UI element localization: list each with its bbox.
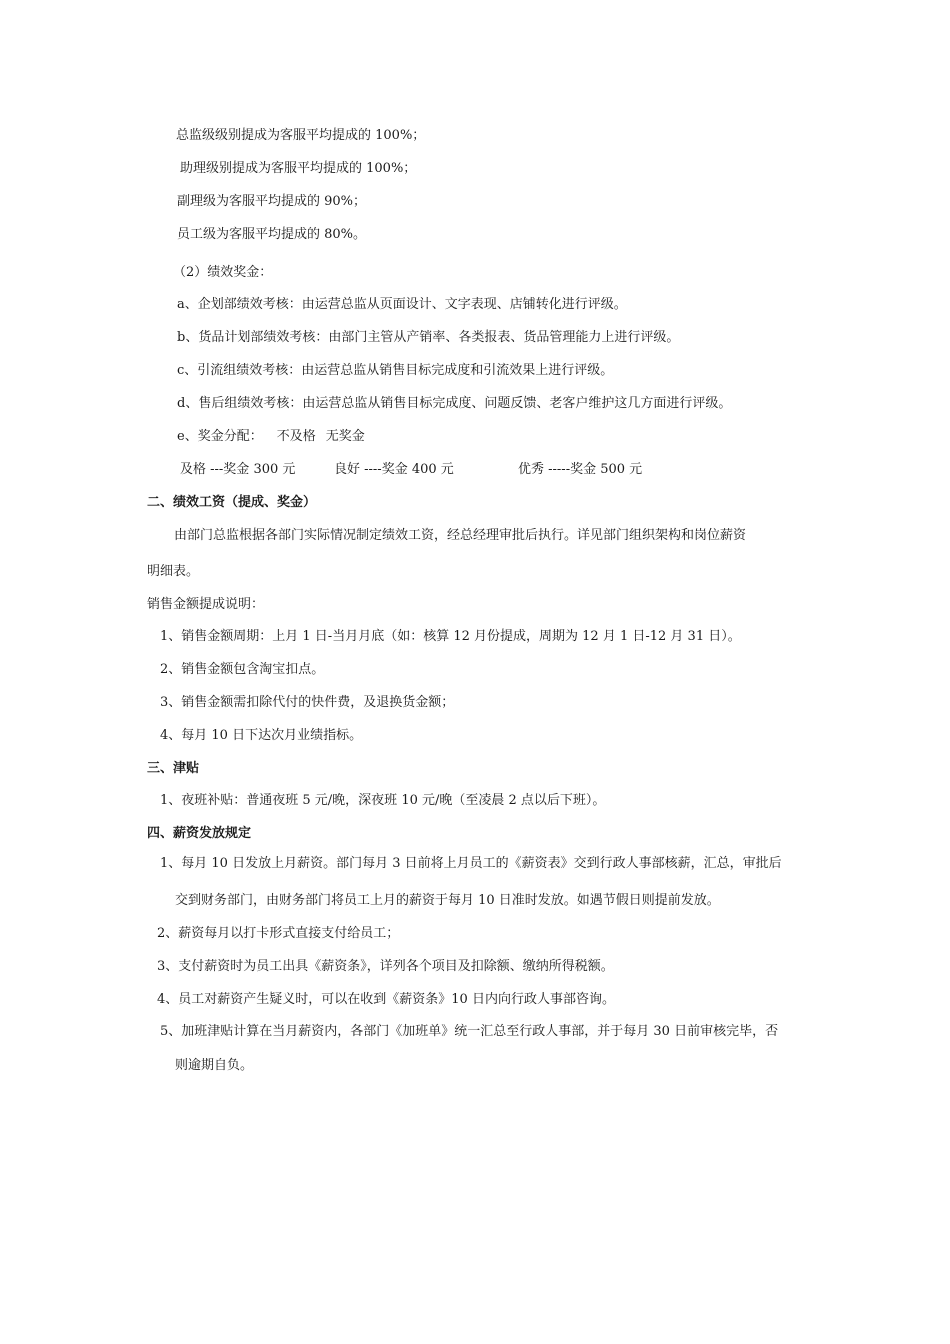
commission-staff: 员工级为客服平均提成的 80%。 (177, 227, 367, 242)
sales-item-2: 2、销售金额包含淘宝扣点。 (160, 662, 325, 677)
payroll-item-2: 2、薪资每月以打卡形式直接支付给员工； (157, 926, 400, 941)
bonus-item-b: b、货品计划部绩效考核：由部门主管从产销率、各类报表、货品管理能力上进行评级。 (177, 330, 680, 345)
commission-assistant-manager: 助理级别提成为客服平均提成的 100%； (180, 161, 417, 176)
payroll-item-5-line2: 则逾期自负。 (175, 1058, 254, 1073)
commission-deputy-manager: 副理级为客服平均提成的 90%； (177, 194, 367, 209)
commission-director: 总监级级别提成为客服平均提成的 100%； (176, 128, 426, 143)
bonus-item-c: c、引流组绩效考核：由运营总监从销售目标完成度和引流效果上进行评级。 (177, 363, 614, 378)
payroll-item-5-line1: 5、加班津贴计算在当月薪资内，各部门《加班单》统一汇总至行政人事部，并于每月 30 日前审核完毕，否 (160, 1024, 779, 1039)
sales-item-4: 4、每月 10 日下达次月业绩指标。 (160, 728, 363, 743)
sales-item-1: 1、销售金额周期：上月 1 日-当月月底（如：核算 12 月份提成，周期为 12 月 1 日-12 月 31 日）。 (160, 629, 741, 644)
sales-item-3: 3、销售金额需扣除代付的快件费，及退换货金额； (160, 695, 455, 710)
bonus-distribution-label: e、奖金分配： (177, 429, 263, 444)
bonus-distribution-line (177, 428, 365, 446)
bonus-no-bonus-label: 无奖金 (325, 429, 365, 444)
bonus-excellent: 优秀 -----奖金 500 元 (518, 462, 643, 477)
allowance-item-1: 1、夜班补贴：普通夜班 5 元/晚，深夜班 10 元/晚（至凌晨 2 点以后下班）。 (160, 793, 606, 808)
bonus-item-a: a、企划部绩效考核：由运营总监从页面设计、文字表现、店铺转化进行评级。 (177, 297, 627, 312)
bonus-item-d: d、售后组绩效考核：由运营总监从销售目标完成度、问题反馈、老客户维护这几方面进行评级。 (177, 396, 732, 411)
payroll-item-1-line2: 交到财务部门，由财务部门将员工上月的薪资于每月 10 日准时发放。如遇节假日则提前发放。 (175, 893, 720, 908)
bonus-pass: 及格 ---奖金 300 元 (180, 462, 296, 477)
section2-paragraph-line2: 明细表。 (147, 564, 200, 579)
payroll-item-1-line1: 1、每月 10 日发放上月薪资。部门每月 3 日前将上月员工的《薪资表》交到行政人事部核薪，汇总，审批后 (160, 856, 782, 871)
bonus-good: 良好 ----奖金 400 元 (334, 462, 454, 477)
section2-paragraph-line1: 由部门总监根据各部门实际情况制定绩效工资，经总经理审批后执行。详见部门组织架构和岗位薪资 (174, 528, 747, 543)
section2-title: 二、绩效工资（提成、奖金） (147, 495, 317, 510)
payroll-item-4: 4、员工对薪资产生疑义时，可以在收到《薪资条》10 日内向行政人事部咨询。 (157, 992, 615, 1007)
payroll-item-3: 3、支付薪资时为员工出具《薪资条》，详列各个项目及扣除额、缴纳所得税额。 (157, 959, 614, 974)
bonus-heading: （2）绩效奖金： (173, 265, 273, 280)
section4-title: 四、薪资发放规定 (147, 826, 252, 841)
sales-commission-title: 销售金额提成说明： (147, 597, 265, 612)
bonus-fail-label: 不及格 (276, 429, 316, 444)
section3-title: 三、津贴 (147, 761, 200, 776)
